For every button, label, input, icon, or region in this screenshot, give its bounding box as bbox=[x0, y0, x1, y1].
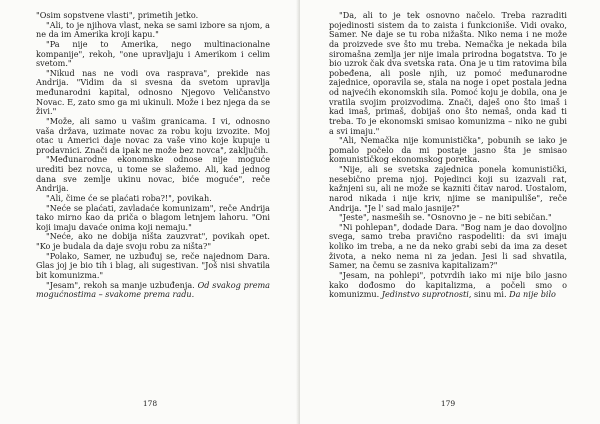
paragraph: "Pa nije to Amerika, nego multinacionalne kompanije", rekoh, "one upravljaju i Amerikom i celim svetom." bbox=[36, 38, 270, 69]
paragraph: "Nije, ali se svetska zajednica ponela komunistički, nesebično prema njoj. Pojedinci koji su izazvali rat, kažnjeni su, ali ne može se kazniti čitav narod. Uostalom, narod nikada i nije kriv, njime se manipuliše", reče Andrija. "Je l' sad malo jasnije?" bbox=[329, 164, 567, 213]
paragraph bbox=[329, 271, 567, 300]
right-page bbox=[300, 0, 600, 424]
left-page-text bbox=[36, 11, 270, 300]
paragraph: "Da, ali to je tek osnovno načelo. Treba razraditi pojedinosti sistem da to zaista i funkcioniše. Vidi ovako, Samer. Ne daje se tu roba nižašta. Niko nema i ne može da proizvede sve što mu treba. Nemačka je nekada bila siromašna zemlja jer nije imala prirodna bogatstva. To je bio uzrok čak dva svetska rata. Ona je u tim ratovima bila pobeđena, ali posle njih, uz pomoć međunarodne zajednice, oporavila se, stala na noge i opet postala jedna od najvećih ekonomskih sila. Pomoć koju je dobila, ona je vratila svojim proizvodima. Znači, daješ ono što imaš i kad imaš, primaš, dobijaš ono što nemaš, onda kad ti treba. To je ekonomski smisao komunizma – niko ne gubi a svi imaju." bbox=[329, 10, 567, 136]
paragraph: "Ali, to je njihova vlast, neka se sami izbore sa njom, a ne da im Amerika kroji kapu." bbox=[36, 19, 270, 40]
paragraph: "Osim sopstvene vlasti", primetih jetko. bbox=[36, 10, 199, 20]
paragraph: "Nikud nas ne vodi ova rasprava", prekide nas Andrija. "Vidim da si svesna da svetom upravlja međunarodni kapital, odnosno Njegovo Veličanstvo Novac. E, zato smo ga mi ukinuli. Može i bez njega da se živi." bbox=[36, 67, 270, 117]
italic-text: Jedinstvo suprotnosti bbox=[381, 289, 469, 300]
paragraph: "Jeste", nasmeših se. "Osnovno je – ne biti sebičan." bbox=[339, 212, 552, 223]
paragraph-text: "Jesam", rekoh sa manje uzbuđenja. bbox=[46, 279, 198, 290]
page-number: 179 bbox=[440, 399, 456, 408]
italic-text: Da nije bilo bbox=[509, 289, 556, 300]
paragraph-text: "Jesam, na pohlepi", potvrdih iako mi nije bilo jasno kako dođosmo do kapitalizma, a počeli smo o komunizmu. bbox=[329, 269, 567, 300]
paragraph: "Međunarodne ekonomske odnose nije moguće urediti bez novca, u tome se slažemo. Ali, kad jednog dana sve zemlje ukinu novac, biće moguće", reče Andrija. bbox=[36, 154, 270, 194]
italic-text: Od svakog prema mogućnostima – svakome prema radu. bbox=[36, 279, 270, 300]
paragraph-text: , sinu mi. bbox=[468, 289, 510, 300]
paragraph bbox=[36, 281, 270, 300]
paragraph: "Ali, čime će se plaćati roba?!", povikah. bbox=[46, 192, 212, 203]
paragraph: "Ni pohlepan", dodade Dara. "Bog nam je dao dovoljno svega, samo treba pravično raspodeliti: da svi imaju koliko im treba, a ne da neko grabi sebi da ima za deset života, a neko nema ni za jedan. Jesi li sad shvatila, Samer, na čemu se zasniva kapitalizam?" bbox=[329, 221, 567, 271]
paragraph: "Neće, ako ne dobija ništa zauzvrat", povikah opet. "Ko je budala da daje svoju robu za ništa?" bbox=[36, 231, 270, 251]
paragraph: "Neće se plaćati, zavladaće komunizam", reče Andrija tako mirno kao da priča o blagom letnjem lahoru. "Oni koji imaju davaće onima koji nemaju." bbox=[36, 202, 270, 232]
paragraph: "Ali, Nemačka nije komunistička", pobunih se iako je pomalo počelo da mi postaje jasno šta je smisao komunističkog ekonomskog poretka. bbox=[329, 135, 567, 165]
page-number: 178 bbox=[142, 399, 158, 408]
right-page-text bbox=[329, 11, 567, 300]
paragraph: "Polako, Samer, ne uzbuđuj se, reče najednom Dara. Glas joj je bio tih i blag, ali sugestivan. "Još nisi shvatila bit komunizma." bbox=[36, 250, 270, 280]
paragraph: "Može, ali samo u vašim granicama. I vi, odnosno vaša država, uzimate novac za robu koju izvozite. Moj otac u Americi daje novac za vaše vino koje kupuje u prodavnici. Znači da ipak ne može bez novca", zaključih. bbox=[36, 115, 270, 155]
